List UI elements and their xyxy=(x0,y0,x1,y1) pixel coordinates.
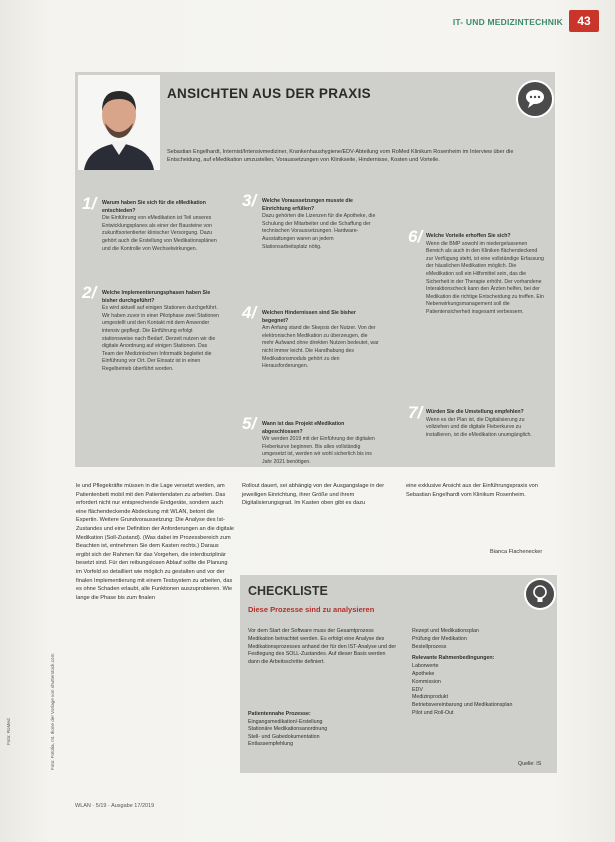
list-item: Rezept und Medikationsplan xyxy=(412,628,479,634)
qa-block-7 xyxy=(426,409,544,439)
speech-bubble-icon xyxy=(516,80,554,118)
answer-text: Wenn die BMP sowohl im niedergelassenen Bereich als auch in den Kliniken flächendeckend zur Verfügung steht, ist eine vollständige Erfassung der häuslichen Medikation möglich. Die eMedikation soll ein Hilfsmittel sein, das die Sicherheit in der Therapie erhöht. Der vorhandene Interaktionscheck kann den Ärzten helfen, bei der Medikation die richtige Entscheidung zu treffen. Ein Nebenwirkungsmanagement soll die Patientensicherheit insgesamt verbessern. xyxy=(426,240,544,315)
question-number: 4/ xyxy=(242,303,257,322)
checklist-intro: Vor dem Start der Software muss der Gesamtprozess Medikation betrachtet werden. Es erfolgt eine Analyse des Medikationsprozesses anhand der für den IST-Analyse und der Festlegung des SOLL-Zustandes. Auf dieser Basis werden dann die Arbeitsschritte definiert. xyxy=(248,628,397,666)
patient-process-list xyxy=(248,711,398,749)
qa-block-6 xyxy=(426,233,544,317)
question-text: Wann ist das Projekt eMedikation abgeschlossen? xyxy=(262,421,345,435)
list-item: Stationäre Medikationsanordnung xyxy=(248,726,328,733)
checklist-source: Quelle: IS xyxy=(518,761,542,767)
list-item: Pilot und Roll-Out xyxy=(412,709,454,716)
list-item: Stell- und Gabedokumentation xyxy=(248,733,320,740)
question-text: Warum haben Sie sich für die eMedikation entschieden? xyxy=(102,200,206,214)
page-number: 43 xyxy=(569,10,599,32)
qa-block-3 xyxy=(262,198,380,251)
question-number: 1/ xyxy=(82,194,97,213)
body-column-2: Rollout dauert, sei abhängig von der Ausgangslage in der jeweiligen Einrichtung, ihrer Größe und ihrem Digitalisierungsgrad. Im Kasten oben gibt es dazu xyxy=(242,483,385,507)
question-number: 2/ xyxy=(82,283,97,302)
answer-text: Es wird aktuell auf einigen Stationen durchgeführt. Wir haben zuvor in einer Pilotphase zwei Stationen umgestellt und den Kontakt mit dem Anwender intensiv gepflegt. Die Einführung erfolgt stationsweise nach Bedarf. Derzeit nutzen wir die digitale Anordnung auf einigen Stationen. Das Team der Medizinischen Informatik begleitet die Einführung vor Ort. Der Einsatz ist in einen Regelbetrieb überführt worden. xyxy=(102,305,220,372)
qa-block-5 xyxy=(262,421,380,467)
section-label: IT- UND MEDIZINTECHNIK xyxy=(452,17,563,27)
photo-credit: Foto: RoMed xyxy=(6,718,11,745)
body-column-3: eine exklusive Ansicht aus der Einführungspraxis von Sebastian Engelhardt vom Klinikum Rosenheim. xyxy=(406,483,538,498)
body-column-1: le und Pflegekräfte müssen in die Lage versetzt werden, am Patientenbett mobil mit den Patientendaten zu arbeiten. Das erfordert nicht nur entsprechende Endgeräte, sondern auch eine flächendeckende Abdeckung mit WLAN, betont die Expertin. Weitere Grundvoraussetzung: Die Analyse des Ist-Zustandes und eine Definition der Anforderungen an die digitale Medikation (Soll-Zustand). (Was dabei im Prozessbereich zum Beachten ist, entnehmen Sie dem Kasten rechts.) Daraus ergibt sich der Rahmen für das Vorgehen, die interdisziplinär besetzt sind. Für den reibungslosen Ablauf sollte die Planung im Vorfeld so detailliert wie möglich zu gestalten und vor der finalen Implementierung mit einem Testsystem zu arbeiten, das es ohne Schaden erlaubt, alle Funktionen auszuprobieren. Wie lange die Phase bis zum finalen xyxy=(76,483,234,601)
question-text: Welche Voraussetzungen musste die Einrichtung erfüllen? xyxy=(262,198,353,212)
page-footer: WLAN · 5/19 · Ausgabe 17/2019 xyxy=(75,803,155,809)
answer-text: Wir werden 2019 mit der Einführung der digitalen Fieberkurve beginnen. Bis alles vollständig umgesetzt ist, werden wir wohl sicherlich bis ins Jahr 2021 benötigen. xyxy=(262,436,375,465)
question-number: 6/ xyxy=(408,227,423,246)
question-text: Welchen Hindernissen sind Sie bisher begegnet? xyxy=(262,310,356,324)
list-item: Bestellprozess xyxy=(412,643,447,650)
answer-text: Dazu gehörten die Lizenzen für die Apotheke, die Schulung der Mitarbeiter und die Schaffung der technischen Voraussetzungen. Hardware-Ausstattungen waren an jedem Stationsarbeitsplatz nötig. xyxy=(262,213,376,250)
checklist-title: CHECKLISTE xyxy=(248,584,328,598)
qa-block-1 xyxy=(102,200,220,253)
question-text: Welche Implementierungsphasen haben Sie bisher durchgeführt? xyxy=(102,290,211,304)
question-number: 7/ xyxy=(408,403,423,422)
interview-intro: Sebastian Engelhardt, Internist/Intensivmediziner, Krankenhaushygiene/EDV-Abteilung vom RoMed Klinikum Rosenheim im Interview über die Entscheidung, auf eMedikation umzustellen, Voraussetzungen von Klinikseite, Hindernisse, Kosten und Vorteile. xyxy=(167,149,514,163)
checklist-subtitle: Diese Prozesse sind zu analysieren xyxy=(248,605,375,614)
answer-text: Am Anfang stand die Skepsis der Nutzer. Von der elektronischen Medikation zu überzeugen, die mehr Aufwand ohne direkten Nutzen bedeutet, war nicht immer leicht. Die Handhabung des Medikationsmoduls gehört zu den Herausforderungen. xyxy=(262,325,379,370)
list-item: Entlassempfehlung xyxy=(248,741,294,748)
qa-block-2 xyxy=(102,290,220,374)
interviewee-photo xyxy=(78,75,160,170)
article-author: Bianca Flachenecker xyxy=(490,549,543,555)
qa-block-4 xyxy=(262,310,380,371)
answer-text: Wenn es der Plan ist, die Digitalisierung zu vollziehen und die digitale Fieberkurve zu installieren, ist die eMedikation unumgänglich. xyxy=(426,416,532,438)
list-item: Laborwerte xyxy=(412,663,439,670)
right-process-list xyxy=(412,628,552,718)
lightbulb-icon xyxy=(524,578,556,610)
relevant-label: Relevante Rahmenbedingungen: xyxy=(412,655,495,662)
list-item: Kommission xyxy=(412,678,441,685)
question-text: Welche Vorteile erhoffen Sie sich? xyxy=(426,233,511,239)
list-item: Medizinprodukt xyxy=(412,694,448,701)
answer-text: Die Einführung von eMedikation ist Teil unseres Entwicklungsplanes als einer der Bausteine von zukunftsorientierter klinischer Versorgung. Dazu gehört auch die Erstellung von Medikationsplänen und die Kontrolle von Wechselwirkungen. xyxy=(102,215,217,252)
side-note: Foto: Fotolia, mt. Ikone der Vorlage von shutterstock.com xyxy=(50,653,55,770)
list-item: Eingangsmedikation/-Erstellung xyxy=(248,718,323,725)
list-item: Apotheke xyxy=(412,670,435,677)
question-number: 5/ xyxy=(242,414,257,433)
list-item: EDV xyxy=(412,686,423,693)
interview-title: ANSICHTEN AUS DER PRAXIS xyxy=(167,86,371,101)
patient-process-label: Patientennahe Prozesse: xyxy=(248,711,311,717)
list-item: Betriebsvereinbarung und Medikationsplan xyxy=(412,702,513,709)
question-text: Würden Sie die Umstellung empfehlen? xyxy=(426,409,524,415)
list-item: Prüfung der Medikation xyxy=(412,635,467,642)
question-number: 3/ xyxy=(242,191,257,210)
